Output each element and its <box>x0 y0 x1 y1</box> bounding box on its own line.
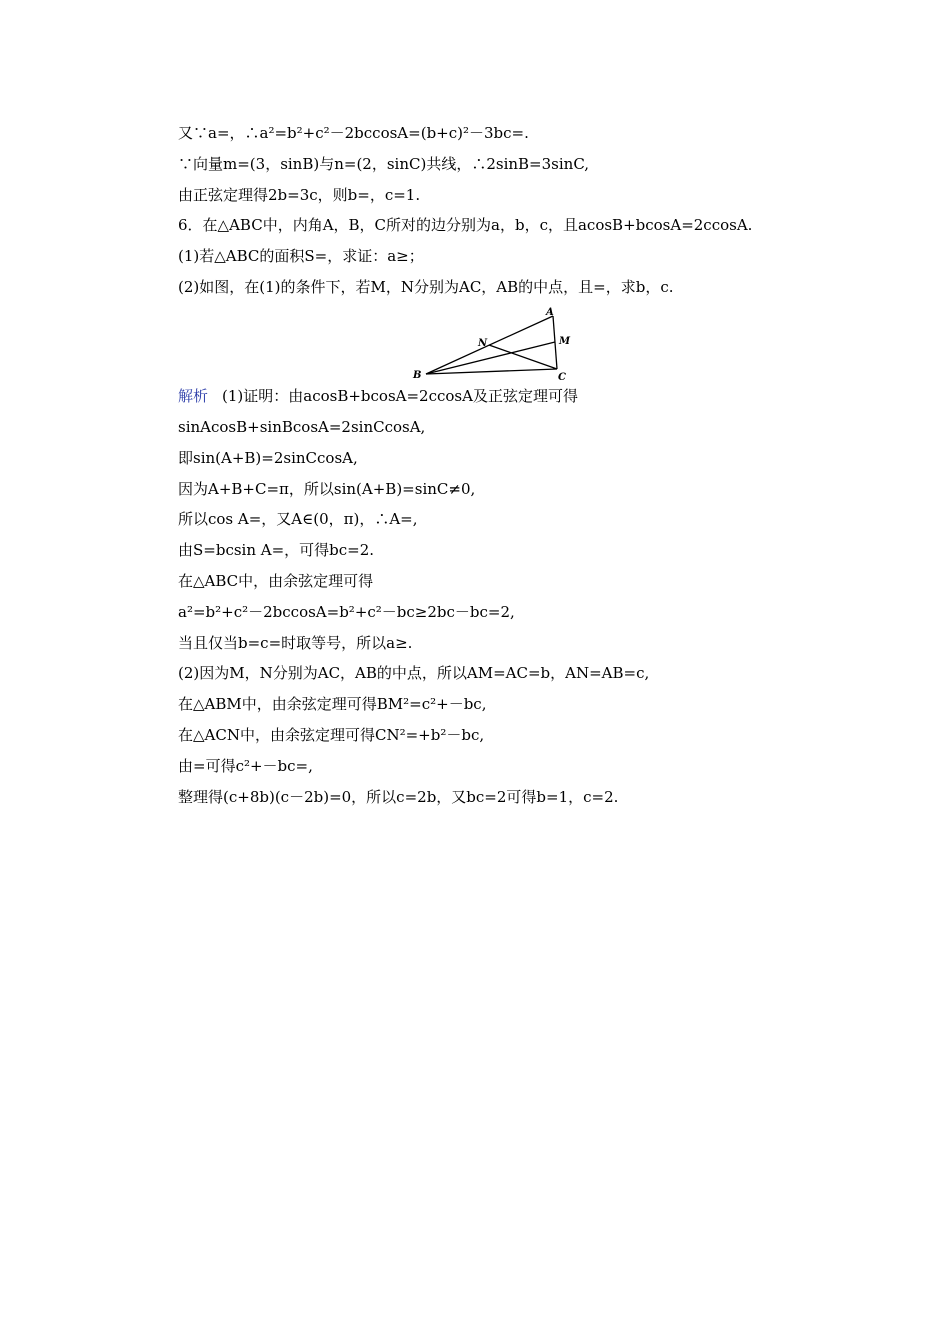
median-cn <box>489 345 557 369</box>
solution-line: 因为A+B+C=π，所以sin(A+B)=sinC≠0, <box>178 480 476 498</box>
vertex-label-c: C <box>558 372 566 382</box>
solution-line: 整理得(c+8b)(c－2b)=0，所以c=2b，又bc=2可得b=1，c=2. <box>178 788 619 806</box>
solution-line: 由=可得c²+－bc=, <box>178 757 313 775</box>
solution-line: 在△ACN中，由余弦定理可得CN²=+b²－bc, <box>178 726 485 744</box>
text-line: ∵向量m=(3，sinB)与n=(2，sinC)共线，∴2sinB=3sinC, <box>178 155 590 173</box>
solution-line: a²=b²+c²－2bccosA=b²+c²－bc≥2bc－bc=2, <box>178 603 515 621</box>
solution-line: 所以cos A=，又A∈(0，π)，∴A=, <box>178 510 418 528</box>
text-line: 由正弦定理得2b=3c，则b=，c=1. <box>178 186 421 204</box>
text-line: 又∵a=，∴a²=b²+c²－2bccosA=(b+c)²－3bc=. <box>178 124 529 142</box>
solution-text: (1)证明：由acosB+bcosA=2ccosA及正弦定理可得 <box>222 387 578 405</box>
solution-label: 解析 <box>178 387 209 405</box>
solution-first-line <box>178 386 578 406</box>
vertex-label-b: B <box>413 370 422 381</box>
solution-line: sinAcosB+sinBcosA=2sinCcosA, <box>178 418 426 436</box>
solution-line: 即sin(A+B)=2sinCcosA, <box>178 449 358 467</box>
problem-6-statement: 6．在△ABC中，内角A，B，C所对的边分别为a，b，c，且acosB+bcosA=2ccosA. <box>178 216 753 234</box>
solution-line: 由S=bcsin A=，可得bc=2. <box>178 541 375 559</box>
problem-6-part-2: (2)如图，在(1)的条件下，若M，N分别为AC，AB的中点，且=，求b，c. <box>178 278 674 296</box>
problem-6-part-1: (1)若△ABC的面积S=，求证：a≥； <box>178 247 424 265</box>
vertex-label-a: A <box>546 307 554 318</box>
solution-line: 当且仅当b=c=时取等号，所以a≥. <box>178 634 413 652</box>
point-label-m: M <box>559 336 571 347</box>
solution-line: 在△ABC中，由余弦定理可得 <box>178 572 374 590</box>
point-label-n: N <box>478 338 488 349</box>
solution-line: 在△ABM中，由余弦定理可得BM²=c²+－bc, <box>178 695 487 713</box>
solution-line: (2)因为M，N分别为AC，AB的中点，所以AM=AC=b，AN=AB=c, <box>178 664 650 682</box>
triangle-figure <box>408 304 574 382</box>
